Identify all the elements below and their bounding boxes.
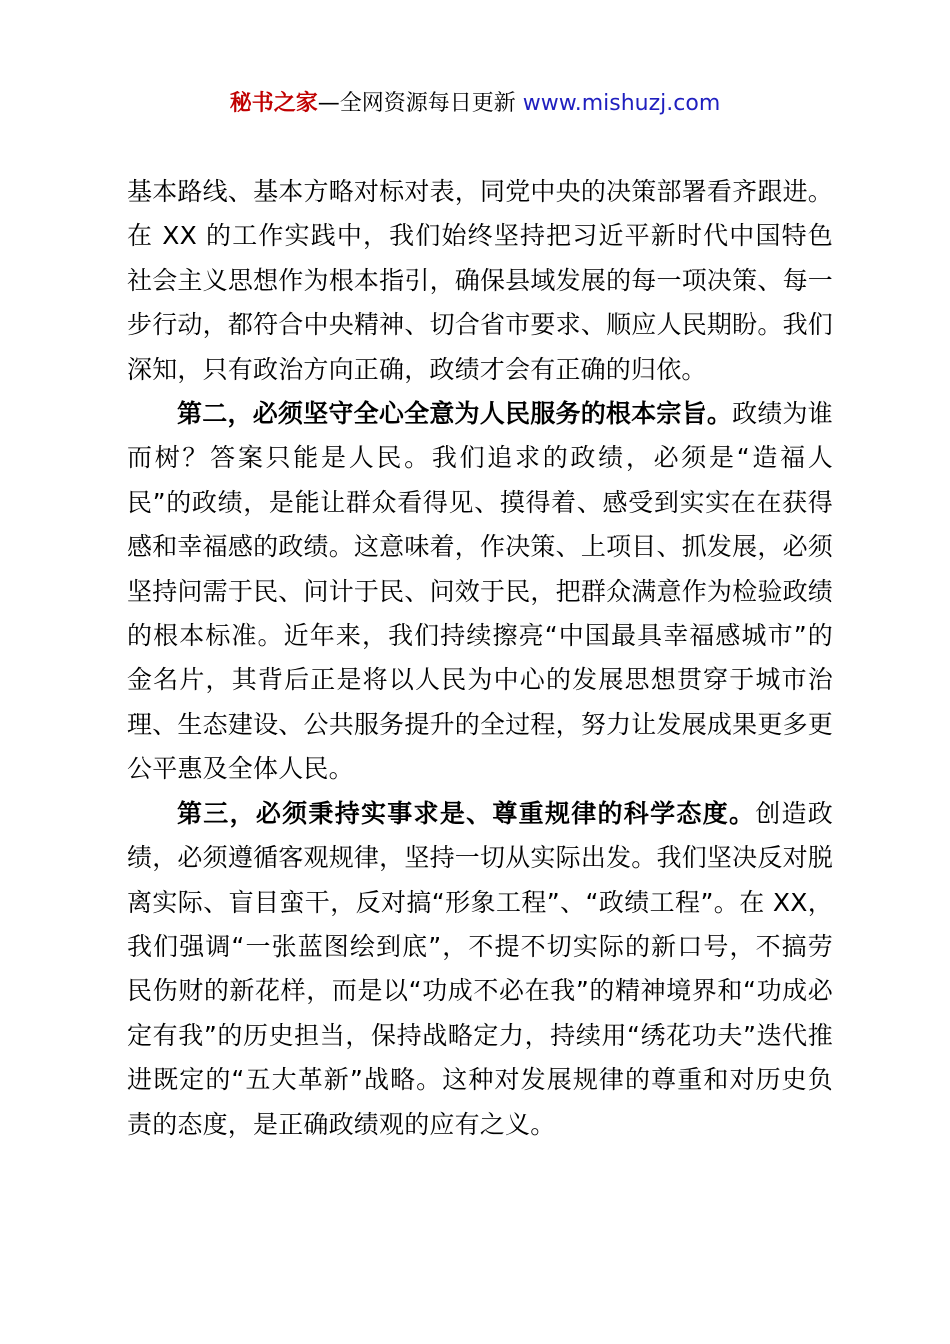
paragraph-2-lead: 第二，必须坚守全心全意为人民服务的根本宗旨。	[177, 399, 733, 429]
document-body	[127, 170, 833, 1147]
paragraph-1	[127, 170, 833, 392]
paragraph-2-text: 政绩为谁而树？答案只能是人民。我们追求的政绩，必须是“造福人民”的政绩，是能让群众看得见、摸得着、感受到实实在在获得感和幸福感的政绩。这意味着，作决策、上项目、抓发展，必须坚持问需于民、问计于民、问效于民，把群众满意作为检验政绩的根本标准。近年来，我们持续擦亮“中国最具幸福感城市”的金名片，其背后正是将以人民为中心的发展思想贯穿于城市治理、生态建设、公共服务提升的全过程，努力让发展成果更多更公平惠及全体人民。	[127, 399, 833, 784]
paragraph-3-text: 创造政绩，必须遵循客观规律，坚持一切从实际出发。我们坚决反对脱离实际、盲目蛮干，反对搞“形象工程”、“政绩工程”。在 XX，我们强调“一张蓝图绘到底”，不提不切实际的新口号，不搞劳民伤财的新花样，而是以“功成不必在我”的精神境界和“功成必定有我”的历史担当，保持战略定力，持续用“绣花功夫”迭代推进既定的“五大革新”战略。这种对发展规律的尊重和对历史负责的态度，是正确政绩观的应有之义。	[127, 798, 834, 1139]
paragraph-2	[127, 392, 833, 792]
brand-name: 秘书之家	[229, 91, 318, 116]
paragraph-3	[127, 792, 833, 1147]
page-header	[0, 86, 950, 122]
paragraph-3-lead: 第三，必须秉持实事求是、尊重规律的科学态度。	[177, 798, 756, 828]
header-tagline: —全网资源每日更新	[317, 91, 523, 116]
paragraph-1-text: 基本路线、基本方略对标对表，同党中央的决策部署看齐跟进。在 XX 的工作实践中，我们始终坚持把习近平新时代中国特色社会主义思想作为根本指引，确保县域发展的每一项决策、每一步行动，都符合中央精神、切合省市要求、顺应人民期盼。我们深知，只有政治方向正确，政绩才会有正确的归依。	[127, 177, 833, 384]
site-url-link[interactable]: www.mishuzj.com	[522, 91, 721, 116]
